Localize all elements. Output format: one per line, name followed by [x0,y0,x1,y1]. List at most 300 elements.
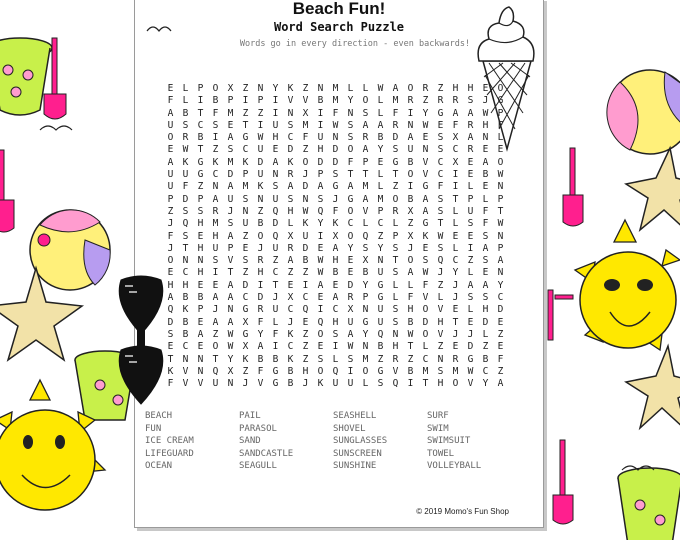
grid-letter[interactable]: F [422,279,429,291]
grid-letter[interactable]: I [257,279,264,291]
grid-letter[interactable]: J [452,292,459,304]
grid-letter[interactable]: T [347,169,354,181]
grid-letter[interactable]: I [272,107,279,119]
grid-letter[interactable]: R [452,95,459,107]
grid-letter[interactable]: R [257,255,264,267]
grid-letter[interactable]: H [167,279,174,291]
grid-letter[interactable]: J [167,242,174,254]
grid-letter[interactable]: G [437,107,444,119]
grid-letter[interactable]: C [452,144,459,156]
grid-letter[interactable]: A [422,193,429,205]
grid-letter[interactable]: T [392,255,399,267]
grid-letter[interactable]: W [467,365,474,377]
grid-letter[interactable]: S [467,95,474,107]
grid-letter[interactable]: B [287,378,294,390]
grid-letter[interactable]: B [197,132,204,144]
grid-letter[interactable]: O [362,365,369,377]
grid-letter[interactable]: I [212,267,219,279]
grid-letter[interactable]: X [332,230,339,242]
grid-letter[interactable]: K [317,378,324,390]
grid-letter[interactable]: X [227,83,234,94]
grid-letter[interactable]: Z [212,144,219,156]
grid-letter[interactable]: C [212,169,219,181]
grid-letter[interactable]: Z [422,95,429,107]
grid-letter[interactable]: W [182,144,189,156]
grid-letter[interactable]: B [377,132,384,144]
grid-letter[interactable]: F [407,292,414,304]
grid-letter[interactable]: I [347,365,354,377]
grid-letter[interactable]: Z [377,230,384,242]
grid-letter[interactable]: M [362,353,369,365]
grid-letter[interactable]: A [407,267,414,279]
grid-letter[interactable]: C [242,144,249,156]
grid-letter[interactable]: T [227,267,234,279]
grid-letter[interactable]: Z [242,107,249,119]
grid-letter[interactable]: A [197,328,204,340]
grid-letter[interactable]: Q [272,230,279,242]
grid-letter[interactable]: U [272,193,279,205]
grid-letter[interactable]: Z [437,341,444,353]
grid-letter[interactable]: L [497,132,504,144]
grid-letter[interactable]: J [257,242,264,254]
grid-letter[interactable]: Q [377,328,384,340]
grid-letter[interactable]: T [197,107,204,119]
grid-letter[interactable]: N [362,304,369,316]
grid-letter[interactable]: W [437,230,444,242]
grid-letter[interactable]: O [497,156,504,168]
grid-letter[interactable]: O [452,378,459,390]
grid-letter[interactable]: W [422,119,429,131]
grid-letter[interactable]: G [392,156,399,168]
grid-letter[interactable]: O [347,144,354,156]
grid-letter[interactable]: N [197,365,204,377]
grid-letter[interactable]: S [332,328,339,340]
grid-letter[interactable]: P [227,242,234,254]
grid-letter[interactable]: E [317,242,324,254]
grid-letter[interactable]: J [287,316,294,328]
grid-letter[interactable]: L [182,95,189,107]
grid-letter[interactable]: W [317,255,324,267]
grid-letter[interactable]: F [437,181,444,193]
grid-letter[interactable]: S [437,242,444,254]
grid-letter[interactable]: D [257,292,264,304]
grid-letter[interactable]: L [362,218,369,230]
grid-letter[interactable]: K [287,83,294,94]
grid-letter[interactable]: B [377,341,384,353]
grid-letter[interactable]: U [182,169,189,181]
grid-letter[interactable]: I [407,378,414,390]
grid-letter[interactable]: Z [392,181,399,193]
grid-letter[interactable]: B [482,169,489,181]
grid-letter[interactable]: H [407,304,414,316]
grid-letter[interactable]: Z [482,341,489,353]
grid-letter[interactable]: O [167,255,174,267]
grid-letter[interactable]: J [437,267,444,279]
grid-letter[interactable]: U [242,218,249,230]
grid-letter[interactable]: S [212,119,219,131]
grid-letter[interactable]: N [407,119,414,131]
grid-letter[interactable]: V [182,378,189,390]
grid-letter[interactable]: A [482,279,489,291]
grid-letter[interactable]: U [467,205,474,217]
grid-letter[interactable]: S [362,107,369,119]
grid-letter[interactable]: N [377,255,384,267]
grid-letter[interactable]: W [302,205,309,217]
grid-letter[interactable]: C [182,341,189,353]
grid-letter[interactable]: L [482,328,489,340]
grid-letter[interactable]: X [287,230,294,242]
grid-letter[interactable]: G [347,193,354,205]
grid-letter[interactable]: X [287,292,294,304]
grid-letter[interactable]: N [227,378,234,390]
grid-letter[interactable]: B [287,365,294,377]
grid-letter[interactable]: T [182,242,189,254]
grid-letter[interactable]: Y [377,242,384,254]
grid-letter[interactable]: G [422,218,429,230]
grid-letter[interactable]: Y [347,95,354,107]
grid-letter[interactable]: Z [242,267,249,279]
grid-letter[interactable]: K [182,304,189,316]
grid-letter[interactable]: F [497,353,504,365]
grid-letter[interactable]: A [272,156,279,168]
grid-letter[interactable]: S [392,144,399,156]
grid-letter[interactable]: O [347,230,354,242]
grid-letter[interactable]: L [392,218,399,230]
grid-letter[interactable]: A [452,107,459,119]
grid-letter[interactable]: D [272,218,279,230]
grid-letter[interactable]: N [182,353,189,365]
grid-letter[interactable]: N [242,205,249,217]
grid-letter[interactable]: L [467,181,474,193]
grid-letter[interactable]: F [167,378,174,390]
grid-letter[interactable]: L [377,169,384,181]
grid-letter[interactable]: Z [272,255,279,267]
grid-letter[interactable]: D [242,279,249,291]
grid-letter[interactable]: C [497,292,504,304]
grid-letter[interactable]: H [287,205,294,217]
grid-letter[interactable]: Q [392,378,399,390]
grid-letter[interactable]: V [302,95,309,107]
grid-letter[interactable]: L [287,218,294,230]
grid-letter[interactable]: B [482,353,489,365]
grid-letter[interactable]: Z [302,328,309,340]
grid-letter[interactable]: R [182,132,189,144]
grid-letter[interactable]: K [287,156,294,168]
grid-letter[interactable]: O [347,205,354,217]
grid-letter[interactable]: J [167,218,174,230]
grid-letter[interactable]: R [362,132,369,144]
grid-letter[interactable]: N [257,193,264,205]
grid-letter[interactable]: E [467,156,474,168]
grid-letter[interactable]: W [257,132,264,144]
grid-letter[interactable]: Z [437,279,444,291]
grid-letter[interactable]: D [467,341,474,353]
grid-letter[interactable]: O [497,83,504,94]
grid-letter[interactable]: E [302,316,309,328]
grid-letter[interactable]: W [482,107,489,119]
grid-letter[interactable]: T [242,119,249,131]
grid-letter[interactable]: C [242,292,249,304]
grid-letter[interactable]: A [212,292,219,304]
grid-letter[interactable]: T [437,218,444,230]
grid-letter[interactable]: A [377,119,384,131]
grid-letter[interactable]: L [362,378,369,390]
grid-letter[interactable]: P [392,230,399,242]
grid-letter[interactable]: Z [212,328,219,340]
grid-letter[interactable]: H [197,218,204,230]
grid-letter[interactable]: N [212,181,219,193]
grid-letter[interactable]: E [347,267,354,279]
grid-letter[interactable]: C [347,218,354,230]
grid-letter[interactable]: J [407,242,414,254]
grid-letter[interactable]: R [392,353,399,365]
grid-letter[interactable]: Q [332,365,339,377]
grid-letter[interactable]: N [482,132,489,144]
grid-letter[interactable]: J [242,378,249,390]
grid-letter[interactable]: P [377,205,384,217]
grid-letter[interactable]: D [302,242,309,254]
grid-letter[interactable]: A [332,292,339,304]
grid-letter[interactable]: S [362,242,369,254]
grid-letter[interactable]: U [272,242,279,254]
grid-letter[interactable]: T [497,205,504,217]
grid-letter[interactable]: F [167,230,174,242]
grid-letter[interactable]: R [257,304,264,316]
grid-letter[interactable]: D [227,169,234,181]
grid-letter[interactable]: G [242,132,249,144]
grid-letter[interactable]: J [302,378,309,390]
grid-letter[interactable]: H [482,119,489,131]
grid-letter[interactable]: N [362,341,369,353]
grid-letter[interactable]: T [272,279,279,291]
grid-letter[interactable]: L [182,83,189,94]
grid-letter[interactable]: I [257,119,264,131]
grid-letter[interactable]: I [197,95,204,107]
grid-letter[interactable]: J [452,328,459,340]
grid-letter[interactable]: A [227,279,234,291]
grid-letter[interactable]: C [197,119,204,131]
grid-letter[interactable]: J [332,193,339,205]
grid-letter[interactable]: J [272,292,279,304]
grid-letter[interactable]: V [182,365,189,377]
grid-letter[interactable]: K [167,365,174,377]
grid-letter[interactable]: S [242,255,249,267]
grid-letter[interactable]: S [182,119,189,131]
grid-letter[interactable]: S [197,205,204,217]
grid-letter[interactable]: F [272,328,279,340]
grid-letter[interactable]: Z [437,83,444,94]
grid-letter[interactable]: J [302,169,309,181]
grid-letter[interactable]: A [347,328,354,340]
grid-letter[interactable]: G [422,181,429,193]
grid-letter[interactable]: U [317,132,324,144]
grid-letter[interactable]: S [347,132,354,144]
grid-letter[interactable]: E [287,279,294,291]
grid-letter[interactable]: H [212,230,219,242]
grid-letter[interactable]: J [452,279,459,291]
grid-letter[interactable]: E [212,279,219,291]
grid-letter[interactable]: D [317,156,324,168]
grid-letter[interactable]: L [482,193,489,205]
grid-letter[interactable]: F [497,119,504,131]
grid-letter[interactable]: A [227,181,234,193]
grid-letter[interactable]: R [467,119,474,131]
grid-letter[interactable]: V [467,378,474,390]
grid-letter[interactable]: D [302,181,309,193]
grid-letter[interactable]: E [452,341,459,353]
grid-letter[interactable]: Z [302,353,309,365]
grid-letter[interactable]: O [392,193,399,205]
grid-letter[interactable]: F [332,205,339,217]
grid-letter[interactable]: G [377,279,384,291]
grid-letter[interactable]: A [212,316,219,328]
grid-letter[interactable]: N [257,83,264,94]
grid-letter[interactable]: J [227,205,234,217]
grid-letter[interactable]: N [497,230,504,242]
grid-letter[interactable]: S [227,218,234,230]
grid-letter[interactable]: A [227,316,234,328]
grid-letter[interactable]: Y [377,144,384,156]
grid-letter[interactable]: L [467,267,474,279]
grid-letter[interactable]: X [362,255,369,267]
grid-letter[interactable]: A [332,242,339,254]
grid-letter[interactable]: N [497,267,504,279]
grid-letter[interactable]: U [332,378,339,390]
grid-letter[interactable]: L [437,292,444,304]
grid-letter[interactable]: R [347,292,354,304]
grid-letter[interactable]: E [452,304,459,316]
grid-letter[interactable]: Z [302,267,309,279]
grid-letter[interactable]: S [437,205,444,217]
grid-letter[interactable]: M [227,107,234,119]
grid-letter[interactable]: S [467,292,474,304]
grid-letter[interactable]: W [407,328,414,340]
grid-letter[interactable]: O [407,169,414,181]
grid-letter[interactable]: G [377,365,384,377]
grid-letter[interactable]: A [467,132,474,144]
grid-letter[interactable]: I [272,95,279,107]
grid-letter[interactable]: A [347,181,354,193]
grid-letter[interactable]: I [467,242,474,254]
grid-letter[interactable]: E [422,242,429,254]
grid-letter[interactable]: A [467,107,474,119]
grid-letter[interactable]: N [317,83,324,94]
grid-letter[interactable]: K [332,218,339,230]
grid-letter[interactable]: S [392,316,399,328]
grid-letter[interactable]: E [197,230,204,242]
grid-letter[interactable]: T [212,353,219,365]
grid-letter[interactable]: S [182,205,189,217]
grid-letter[interactable]: W [497,218,504,230]
grid-letter[interactable]: B [407,316,414,328]
grid-letter[interactable]: I [272,341,279,353]
grid-letter[interactable]: Z [302,341,309,353]
grid-letter[interactable]: F [452,119,459,131]
grid-letter[interactable]: I [317,119,324,131]
grid-letter[interactable]: V [227,255,234,267]
grid-letter[interactable]: C [272,267,279,279]
grid-letter[interactable]: V [197,378,204,390]
grid-letter[interactable]: Q [317,316,324,328]
grid-letter[interactable]: B [407,156,414,168]
grid-letter[interactable]: E [242,242,249,254]
grid-letter[interactable]: G [272,378,279,390]
grid-letter[interactable]: S [287,119,294,131]
grid-letter[interactable]: H [332,255,339,267]
grid-letter[interactable]: P [197,304,204,316]
grid-letter[interactable]: S [437,365,444,377]
grid-letter[interactable]: S [332,169,339,181]
grid-letter[interactable]: N [497,181,504,193]
grid-letter[interactable]: G [467,353,474,365]
grid-letter[interactable]: N [347,107,354,119]
grid-letter[interactable]: B [182,316,189,328]
grid-letter[interactable]: Y [362,279,369,291]
grid-letter[interactable]: M [227,156,234,168]
grid-letter[interactable]: V [422,292,429,304]
grid-letter[interactable]: Z [167,205,174,217]
grid-letter[interactable]: E [467,230,474,242]
grid-letter[interactable]: A [497,255,504,267]
grid-letter[interactable]: S [347,353,354,365]
grid-letter[interactable]: L [392,279,399,291]
grid-letter[interactable]: A [317,181,324,193]
grid-letter[interactable]: L [362,83,369,94]
grid-letter[interactable]: E [482,144,489,156]
grid-letter[interactable]: P [167,193,174,205]
grid-letter[interactable]: P [317,169,324,181]
grid-letter[interactable]: T [362,169,369,181]
grid-letter[interactable]: P [197,83,204,94]
grid-letter[interactable]: E [497,341,504,353]
grid-letter[interactable]: S [482,292,489,304]
grid-letter[interactable]: Z [287,267,294,279]
grid-letter[interactable]: H [467,83,474,94]
grid-letter[interactable]: R [452,353,459,365]
grid-letter[interactable]: S [437,132,444,144]
grid-letter[interactable]: H [197,267,204,279]
grid-letter[interactable]: Z [407,218,414,230]
grid-letter[interactable]: O [167,132,174,144]
grid-letter[interactable]: P [362,292,369,304]
grid-letter[interactable]: Y [422,107,429,119]
grid-letter[interactable]: Z [377,353,384,365]
grid-letter[interactable]: W [377,83,384,94]
grid-letter[interactable]: L [422,341,429,353]
grid-letter[interactable]: D [182,193,189,205]
grid-letter[interactable]: T [407,341,414,353]
grid-letter[interactable]: K [287,328,294,340]
grid-letter[interactable]: V [422,169,429,181]
grid-letter[interactable]: M [362,181,369,193]
grid-letter[interactable]: E [317,292,324,304]
grid-letter[interactable]: Z [497,365,504,377]
grid-letter[interactable]: E [422,132,429,144]
grid-letter[interactable]: B [257,218,264,230]
grid-letter[interactable]: F [302,132,309,144]
grid-letter[interactable]: Y [257,328,264,340]
grid-letter[interactable]: P [467,193,474,205]
grid-letter[interactable]: Q [182,218,189,230]
grid-letter[interactable]: E [467,169,474,181]
grid-letter[interactable]: O [407,255,414,267]
grid-letter[interactable]: B [257,353,264,365]
grid-letter[interactable]: T [452,193,459,205]
grid-letter[interactable]: Z [257,107,264,119]
grid-letter[interactable]: W [227,341,234,353]
grid-letter[interactable]: Z [302,83,309,94]
grid-letter[interactable]: P [242,169,249,181]
